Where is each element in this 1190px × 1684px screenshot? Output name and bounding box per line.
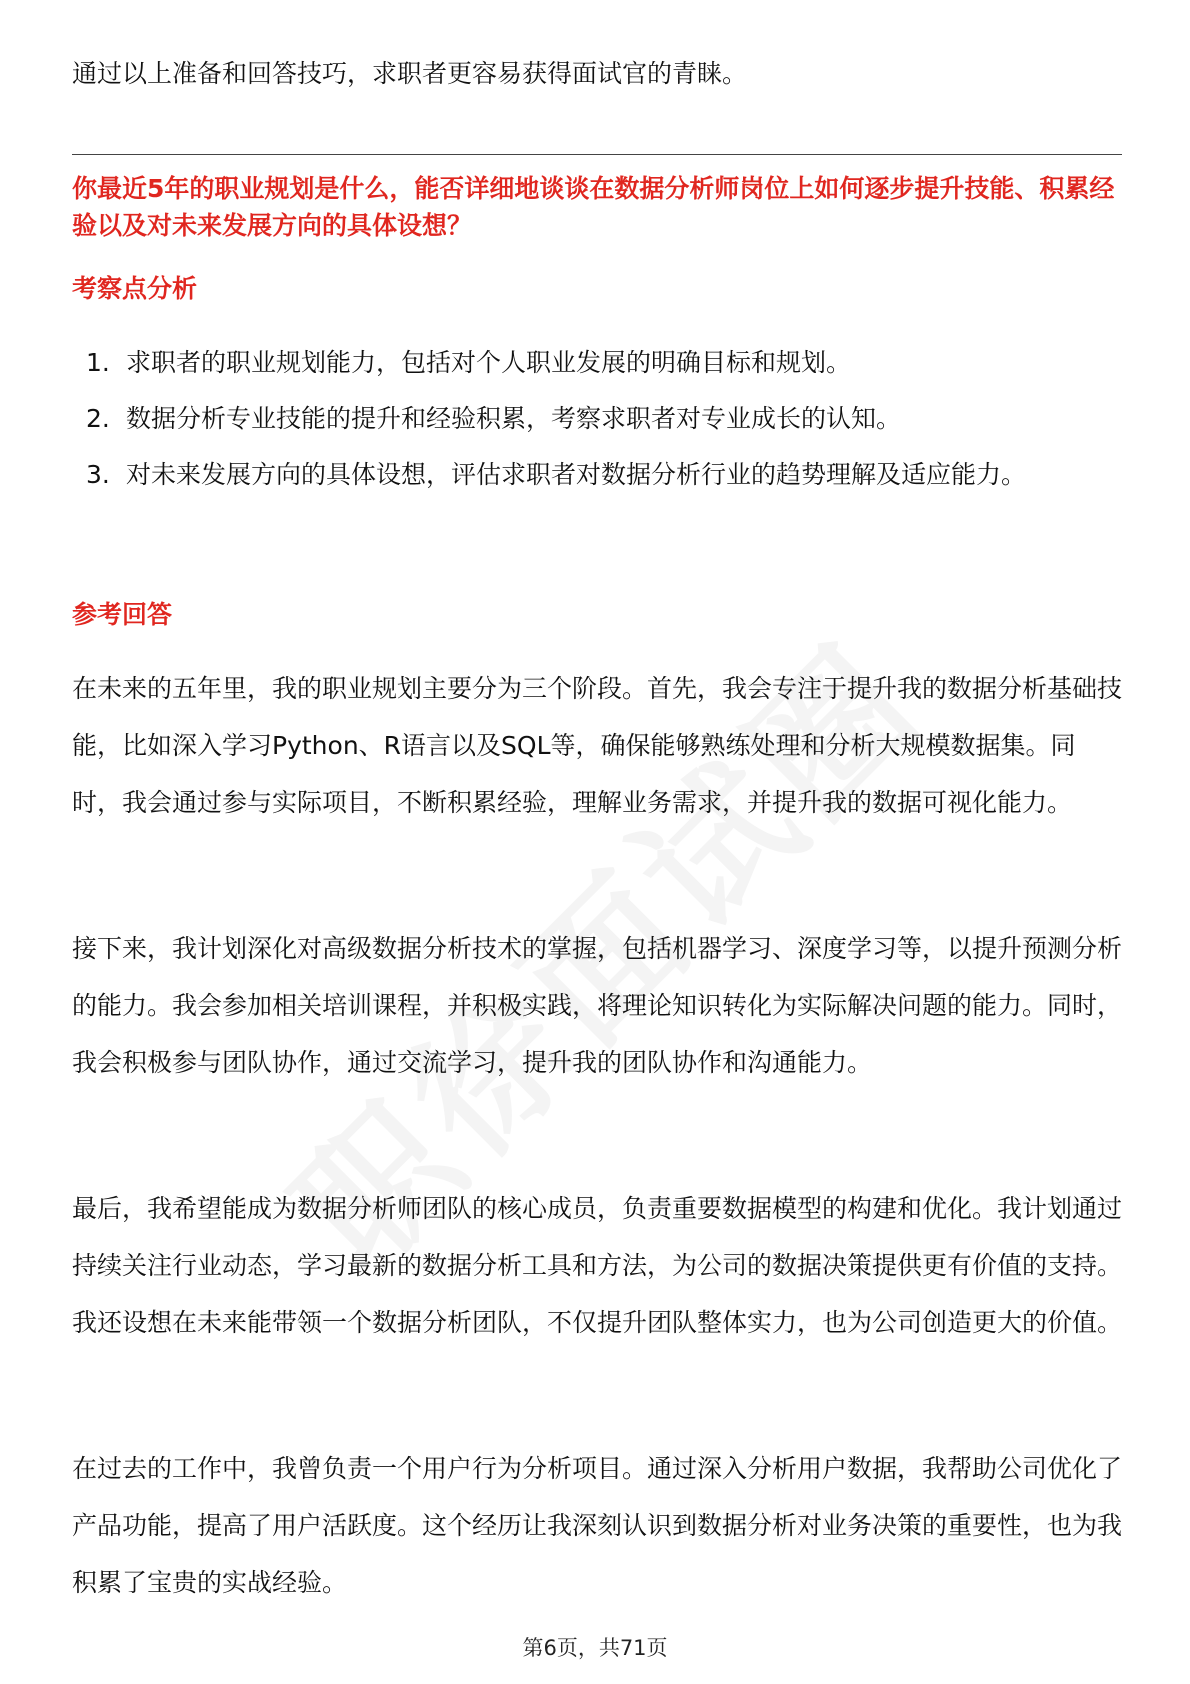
answer-paragraph: 在未来的五年里，我的职业规划主要分为三个阶段。首先，我会专注于提升我的数据分析基础技能，比如深入学习Python、R语言以及SQL等，确保能够熟练处理和分析大规模数据集。同时，我会通过参与实际项目，不断积累经验，理解业务需求，并提升我的数据可视化能力。 [72, 674, 1123, 817]
list-number: 2. [86, 404, 110, 433]
analysis-title: 考察点分析 [72, 274, 198, 303]
answer-title: 参考回答 [72, 600, 173, 629]
analysis-list [72, 335, 1122, 503]
intro-text: 通过以上准备和回答技巧，求职者更容易获得面试官的青睐。 [72, 59, 748, 88]
list-number: 1. [86, 348, 110, 377]
question-heading: 你最近5年的职业规划是什么，能否详细地谈谈在数据分析师岗位上如何逐步提升技能、积累经验以及对未来发展方向的具体设想？ [72, 174, 1115, 240]
page-number: 第6页，共71页 [522, 1636, 668, 1660]
list-item [72, 447, 1122, 503]
list-item [72, 335, 1122, 391]
list-item [72, 391, 1122, 447]
list-text: 对未来发展方向的具体设想，评估求职者对数据分析行业的趋势理解及适应能力。 [126, 460, 1027, 489]
section-divider [72, 154, 1122, 155]
answer-paragraph: 在过去的工作中，我曾负责一个用户行为分析项目。通过深入分析用户数据，我帮助公司优化了产品功能，提高了用户活跃度。这个经历让我深刻认识到数据分析对业务决策的重要性，也为我积累了宝贵的实战经验。 [72, 1454, 1123, 1597]
answer-paragraph: 接下来，我计划深化对高级数据分析技术的掌握，包括机器学习、深度学习等，以提升预测分析的能力。我会参加相关培训课程，并积极实践，将理论知识转化为实际解决问题的能力。同时，我会积极参与团队协作，通过交流学习，提升我的团队协作和沟通能力。 [72, 934, 1123, 1077]
list-text: 数据分析专业技能的提升和经验积累，考察求职者对专业成长的认知。 [126, 404, 902, 433]
answer-paragraph: 最后，我希望能成为数据分析师团队的核心成员，负责重要数据模型的构建和优化。我计划通过持续关注行业动态，学习最新的数据分析工具和方法，为公司的数据决策提供更有价值的支持。我还设想在未来能带领一个数据分析团队，不仅提升团队整体实力，也为公司创造更大的价值。 [72, 1194, 1123, 1337]
list-text: 求职者的职业规划能力，包括对个人职业发展的明确目标和规划。 [126, 348, 852, 377]
list-number: 3. [86, 460, 110, 489]
